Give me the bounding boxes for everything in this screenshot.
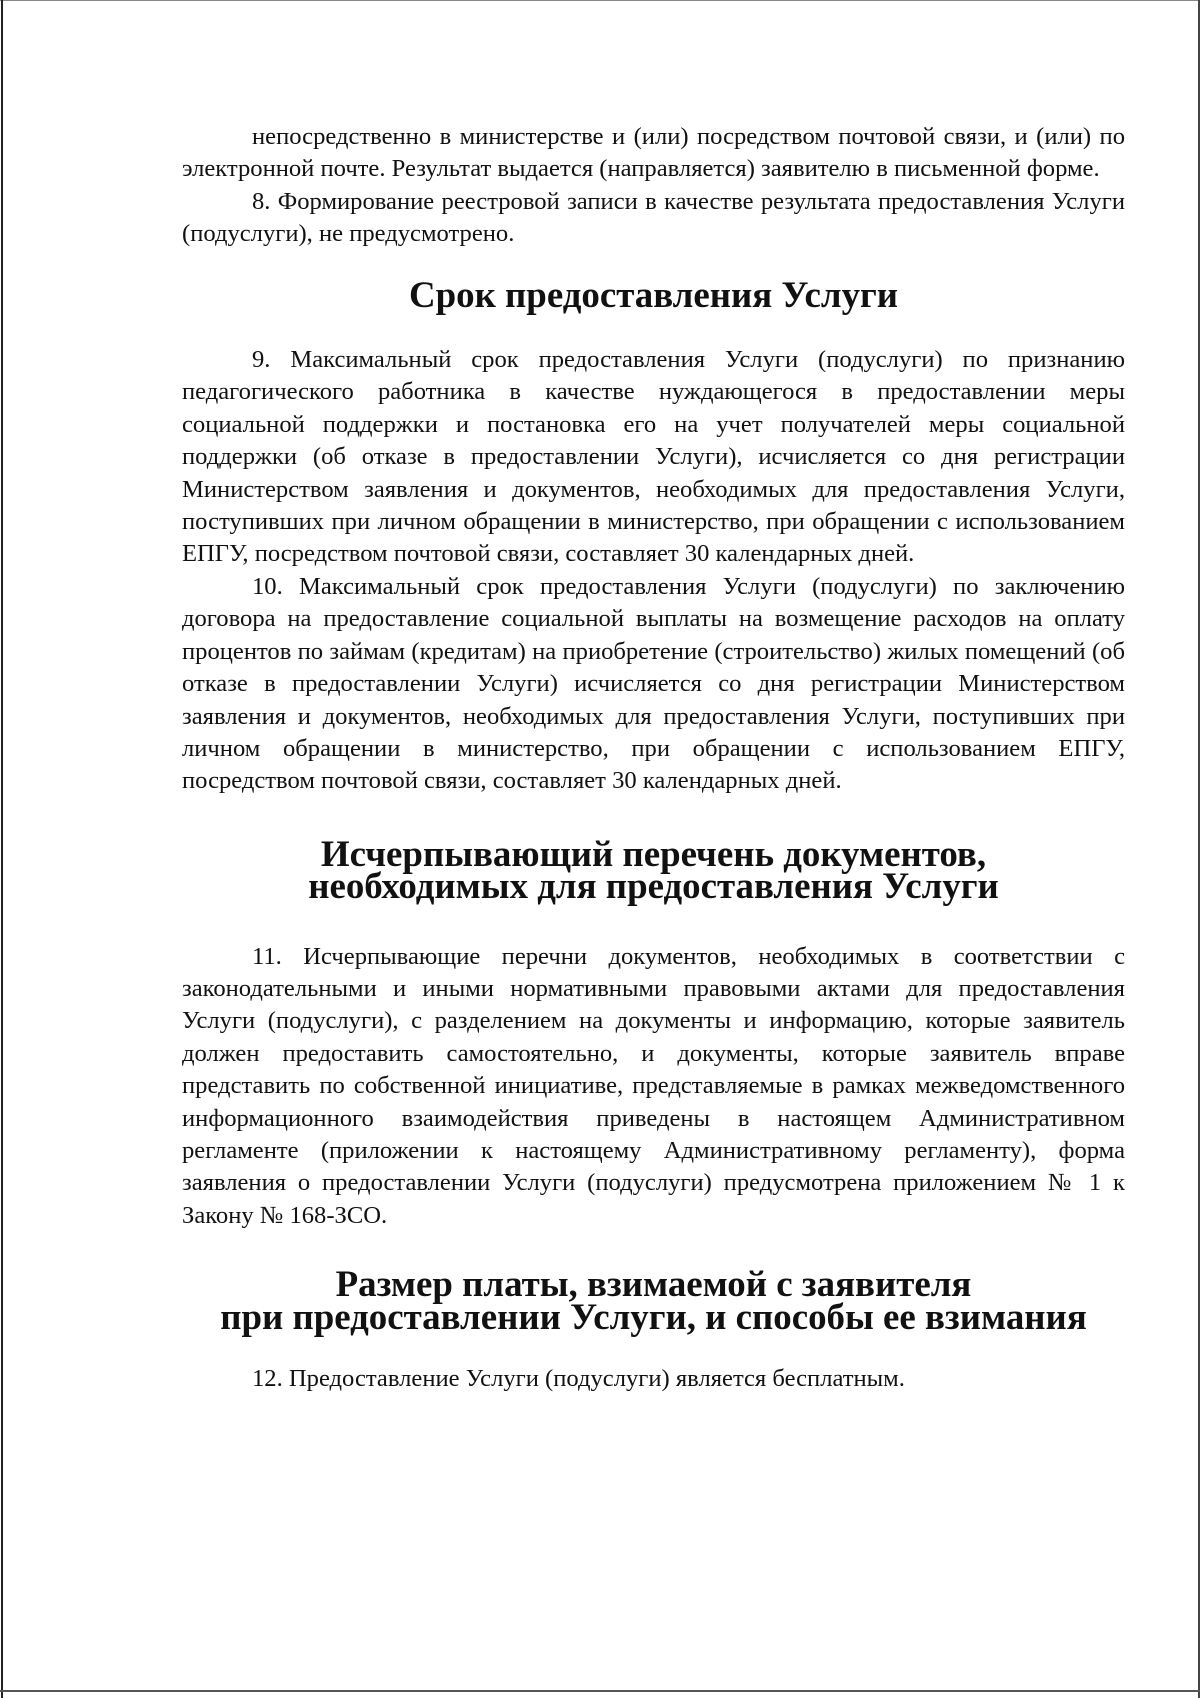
document-page <box>182 121 1125 1395</box>
paragraph-9-max-term: 9. Максимальный срок предоставления Услуги (подуслуги) по признанию педагогического работника в качестве нуждающегося в предоставлении меры социальной поддержки и постановка его на учет получателей меры социальной поддержки (об отказе в предоставлении Услуги), исчисляется со дня регистрации Министерством заявления и документов, необходимых для предоставления Услуги, поступивших при личном обращении в министерство, при обращении с использованием ЕПГУ, посредством почтовой связи, составляет 30 календарных дней. <box>182 346 1125 568</box>
heading-documents-list <box>182 832 1125 907</box>
paragraph-result-delivery: непосредственно в министерстве и (или) посредством почтовой связи, и (или) по электронной почте. Результат выдается (направляется) заявителю в письменной форме. <box>182 123 1125 183</box>
spacer <box>182 798 1125 838</box>
spacer <box>182 903 1125 941</box>
heading-fee <box>182 1263 1125 1337</box>
heading-documents-line-2: необходимых для предоставления Услуги <box>308 865 999 907</box>
heading-fee-line-2: при предоставлении Услуги, и способы ее взимания <box>220 1295 1087 1337</box>
heading-fee-line-1: Размер платы, взимаемой с заявителя <box>335 1263 972 1305</box>
scan-edge-left <box>1 0 3 1698</box>
paragraph-11-documents: 11. Исчерпывающие перечни документов, необходимых в соответствии с законодательными и иными нормативными правовыми актами для предоставления Услуги (подуслуги), с разделением на документы и информацию, которые заявитель должен предоставить самостоятельно, и документы, которые заявитель вправе представить по собственной инициативе, представляемые в рамках межведомственного информационного взаимодействия приведены в настоящем Административном регламенте (приложении к настоящему Административному регламенту), форма заявления о предоставлении Услуги (подуслуги) предусмотрена приложением № 1 к Закону № 168-ЗСО. <box>182 942 1125 1229</box>
paragraph-8-registry-record: 8. Формирование реестровой записи в качестве результата предоставления Услуги (подуслуги), не предусмотрено. <box>182 187 1125 248</box>
scan-edge-top <box>0 0 1200 1</box>
paragraph-12-free-of-charge: 12. Предоставление Услуги (подуслуги) является бесплатным. <box>252 1365 905 1392</box>
heading-documents-line-1: Исчерпывающий перечень документов, <box>320 832 987 874</box>
spacer <box>182 1333 1125 1363</box>
paragraph-10-max-term-contract: 10. Максимальный срок предоставления Услуги (подуслуги) по заключению договора на предоставление социальной выплаты на возмещение расходов на оплату процентов по займам (кредитам) на приобретение (строительство) жилых помещений (об отказе в предоставлении Услуги) исчисляется со дня регистрации Министерством заявления и документов, необходимых для предоставления Услуги, поступивших при личном обращении в министерство, при обращении с использованием ЕПГУ, посредством почтовой связи, составляет 30 календарных дней. <box>182 572 1125 795</box>
scan-edge-bottom <box>0 1690 1200 1692</box>
spacer <box>182 311 1125 344</box>
heading-service-term: Срок предоставления Услуги <box>408 273 899 315</box>
